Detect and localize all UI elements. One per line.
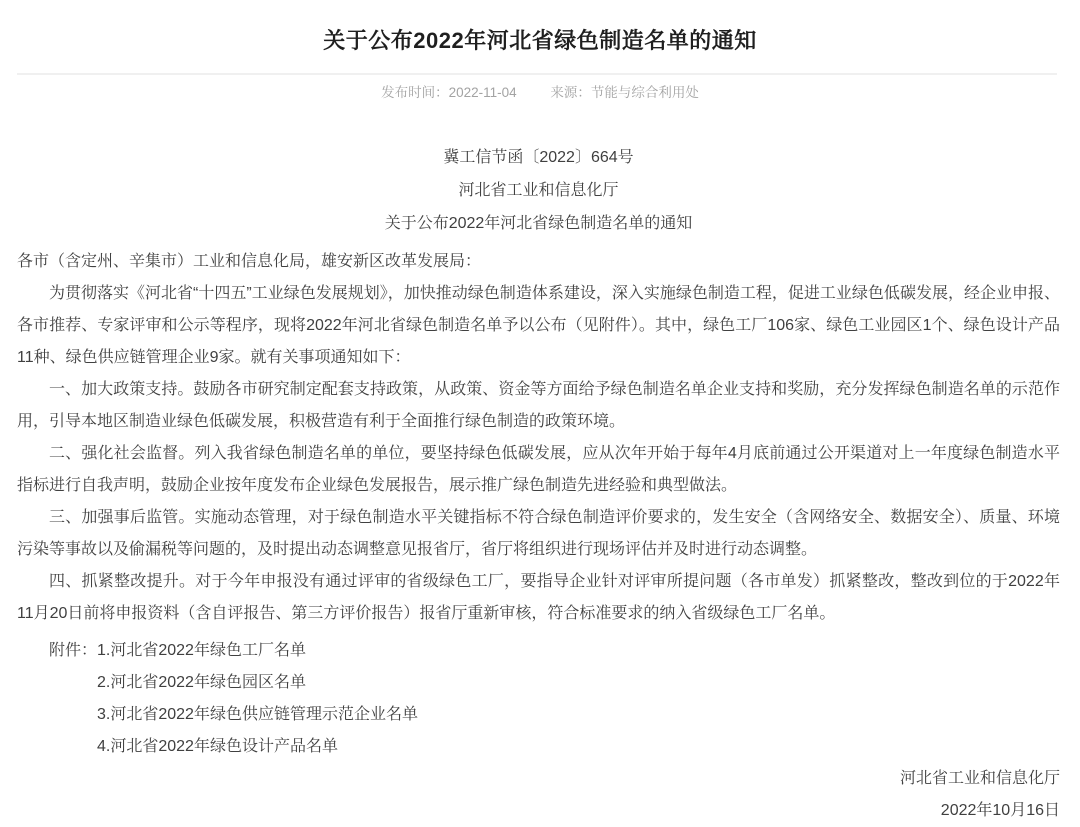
document-body <box>0 141 1080 827</box>
signature-issuer: 河北省工业和信息化厅 <box>899 770 1060 787</box>
page-title: 关于公布2022年河北省绿色制造名单的通知 <box>323 28 757 53</box>
publish-time <box>381 83 517 103</box>
attachment-item-4: 4.河北省2022年绿色设计产品名单 <box>97 738 338 755</box>
attachment-item-1: 1.河北省2022年绿色工厂名单 <box>97 642 306 659</box>
paragraph-item-1: 一、加大政策支持。鼓励各市研究制定配套支持政策，从政策、资金等方面给予绿色制造名单企业支持和奖励，充分发挥绿色制造名单的示范作用，引导本地区制造业绿色低碳发展，积极营造有利于全面推行绿色制造的政策环境。 <box>17 381 1060 430</box>
signature-date: 2022年10月16日 <box>940 802 1060 819</box>
doc-number: 冀工信节函〔2022〕664号 <box>443 149 634 166</box>
document-header <box>17 141 1060 240</box>
attachment-item-2: 2.河北省2022年绿色园区名单 <box>97 674 306 691</box>
paragraph-item-2: 二、强化社会监督。列入我省绿色制造名单的单位，要坚持绿色低碳发展，应从次年开始于每年4月底前通过公开渠道对上一年度绿色制造水平指标进行自我声明，鼓励企业按年度发布企业绿色发展报告，展示推广绿色制造先进经验和典型做法。 <box>17 445 1060 494</box>
article-meta <box>0 83 1080 103</box>
paragraph-item-3: 三、加强事后监管。实施动态管理，对于绿色制造水平关键指标不符合绿色制造评价要求的，发生安全（含网络安全、数据安全）、质量、环境污染等事故以及偷漏税等问题的，及时提出动态调整意见报省厅，省厅将组织进行现场评估并及时进行动态调整。 <box>17 509 1060 558</box>
signature-block <box>17 763 1060 827</box>
title-divider <box>17 73 1057 75</box>
source-value: 节能与综合利用处 <box>590 85 699 100</box>
attachment-row-1 <box>17 635 1060 667</box>
publish-time-value: 2022-11-04 <box>448 85 517 100</box>
source-label: 来源： <box>550 85 591 100</box>
doc-issuer: 河北省工业和信息化厅 <box>458 182 619 199</box>
paragraph-item-4: 四、抓紧整改提升。对于今年申报没有通过评审的省级绿色工厂，要指导企业针对评审所提问题（各市单发）抓紧整改，整改到位的于2022年11月20日前将申报资料（含自评报告、第三方评价报告）报省厅重新审核，符合标准要求的纳入省级绿色工厂名单。 <box>17 573 1060 622</box>
publish-time-label: 发布时间： <box>381 85 449 100</box>
attachments-list <box>17 635 1060 763</box>
attachments-label: 附件： <box>49 642 98 659</box>
source <box>550 83 699 103</box>
attachment-item-3: 3.河北省2022年绿色供应链管理示范企业名单 <box>97 706 418 723</box>
salutation: 各市（含定州、辛集市）工业和信息化局，雄安新区改革发展局： <box>17 253 482 270</box>
document-text <box>17 246 1060 827</box>
paragraph-intro: 为贯彻落实《河北省“十四五”工业绿色发展规划》，加快推动绿色制造体系建设，深入实施绿色制造工程，促进工业绿色低碳发展，经企业申报、各市推荐、专家评审和公示等程序，现将2022年河北省绿色制造名单予以公布（见附件）。其中，绿色工厂106家、绿色工业园区1个、绿色设计产品11种、绿色供应链管理企业9家。就有关事项通知如下： <box>17 285 1060 366</box>
doc-title: 关于公布2022年河北省绿色制造名单的通知 <box>384 215 693 232</box>
